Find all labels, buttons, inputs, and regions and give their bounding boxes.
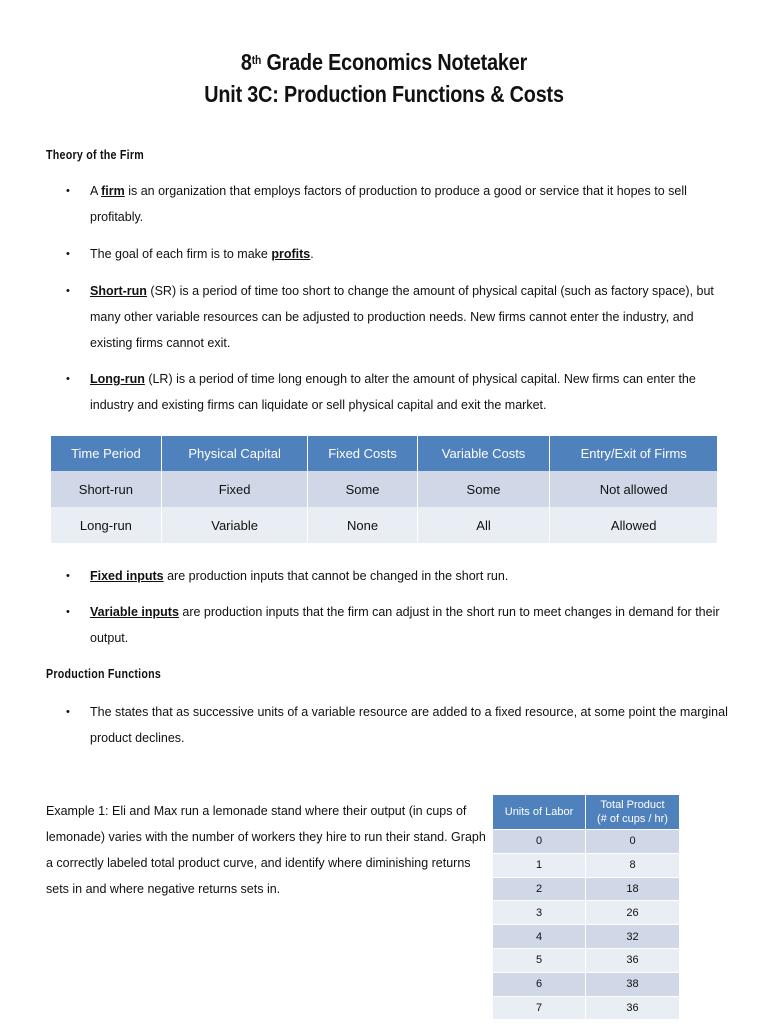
table-cell: 18 — [586, 877, 679, 901]
table-cell: 5 — [493, 948, 586, 972]
table-row — [493, 972, 679, 996]
table-row — [493, 877, 679, 901]
table-cell: Not allowed — [550, 471, 717, 507]
table-cell: 0 — [586, 829, 679, 853]
table-cell: 2 — [493, 877, 586, 901]
table-cell: 36 — [586, 996, 679, 1020]
table-cell: All — [418, 507, 551, 543]
table-row — [493, 900, 679, 924]
table-cell: 8 — [586, 853, 679, 877]
bullet-dot: • — [66, 285, 70, 297]
bullet-dot: • — [66, 373, 70, 385]
document-title-line1: 8th Grade Economics Notetaker — [240, 49, 528, 75]
table-row — [493, 996, 679, 1020]
section-heading-theory-of-firm: Theory of the Firm — [46, 147, 145, 162]
bullet-dot: • — [66, 570, 70, 582]
table-cell: 6 — [493, 972, 586, 996]
table-header-cell: Entry/Exit of Firms — [550, 436, 717, 471]
table-row — [493, 924, 679, 948]
table-cell: Long-run — [51, 507, 162, 543]
table-cell: 4 — [493, 924, 586, 948]
table-cell: 32 — [586, 924, 679, 948]
bullet-dot: • — [66, 606, 70, 618]
table-cell: None — [308, 507, 417, 543]
table-header-cell: Units of Labor — [493, 795, 586, 829]
section-heading-production-functions: Production Functions — [46, 666, 162, 681]
table-header-row — [51, 436, 717, 471]
bullet-dot: • — [66, 185, 70, 197]
table-cell: 26 — [586, 900, 679, 924]
table-header-cell: Physical Capital — [162, 436, 309, 471]
time-period-table — [51, 436, 717, 543]
table-cell: Short-run — [51, 471, 162, 507]
table-row — [51, 471, 717, 507]
table-row — [493, 829, 679, 853]
table-header-cell: Fixed Costs — [308, 436, 417, 471]
bullet-dot: • — [66, 706, 70, 718]
table-cell: Some — [308, 471, 417, 507]
table-cell: Fixed — [162, 471, 309, 507]
table-row — [493, 948, 679, 972]
table-header-cell: Time Period — [51, 436, 162, 471]
document-page: 8th Grade Economics Notetaker Unit 3C: Production Functions & Costs Theory of the Firm • A firm is an organization that employs factors of production to produce a good or service that it hopes to sell profitably. • The goal of each firm is to make profits. • Short-run (SR) is a period of time too short to change the amount of physical capital (such as factory space), but many other variable resources can be adjusted to production needs. New firms cannot enter the industry, and existing firms cannot exit. • Long-run (LR) is a period of time long enough to alter the amount of physical capital. New firms can enter the industry and existing firms can liquidate or sell physical capital and exit the market. Time Period Physical Capital Fixed Costs Variable Costs Entry/Exit of Firms Short-run Fixed Some Some Not allowed Long-run Variable None All Allowed • Fixed inputs are production inputs that cannot be changed in the short run. • Variable inputs are production inputs that the firm can adjust in the short run to meet changes in demand for their output. Production Functions • The states that as successive units of a variable resource are added to a fixed resource, at some point the marginal product declines. Example 1: Eli and Max run a lemonade stand where their output (in cups of lemonade) varies with the number of workers they hire to run their stand. Graph a correctly labeled total product curve, and identify where diminishing returns sets in and where negative returns sets in. Units of Labor Total Product (# of cups / hr) 0 0 1 8 2 18 3 26 4 32 5 36 6 38 7 36 — [0, 0, 768, 1024]
example-1-text: Example 1: Eli and Max run a lemonade stand where their output (in cups of lemonade) varies with the number of workers they hire to run their stand. Graph a correctly labeled total product curve, and identify where diminishing returns sets in and where negative returns sets in. — [46, 804, 486, 896]
table-cell: Allowed — [550, 507, 717, 543]
table-cell: 7 — [493, 996, 586, 1020]
document-title-line2: Unit 3C: Production Functions & Costs — [204, 81, 564, 107]
table-header-row — [493, 795, 679, 829]
table-cell: Variable — [162, 507, 309, 543]
table-row — [493, 853, 679, 877]
table-header-cell: Total Product (# of cups / hr) — [586, 795, 679, 829]
table-cell: 1 — [493, 853, 586, 877]
total-product-table — [493, 795, 679, 1019]
table-cell: 36 — [586, 948, 679, 972]
table-row — [51, 507, 717, 543]
table-header-cell: Variable Costs — [418, 436, 551, 471]
table-cell: 38 — [586, 972, 679, 996]
table-cell: Some — [418, 471, 551, 507]
table-cell: 3 — [493, 900, 586, 924]
bullet-dot: • — [66, 248, 70, 260]
table-cell: 0 — [493, 829, 586, 853]
